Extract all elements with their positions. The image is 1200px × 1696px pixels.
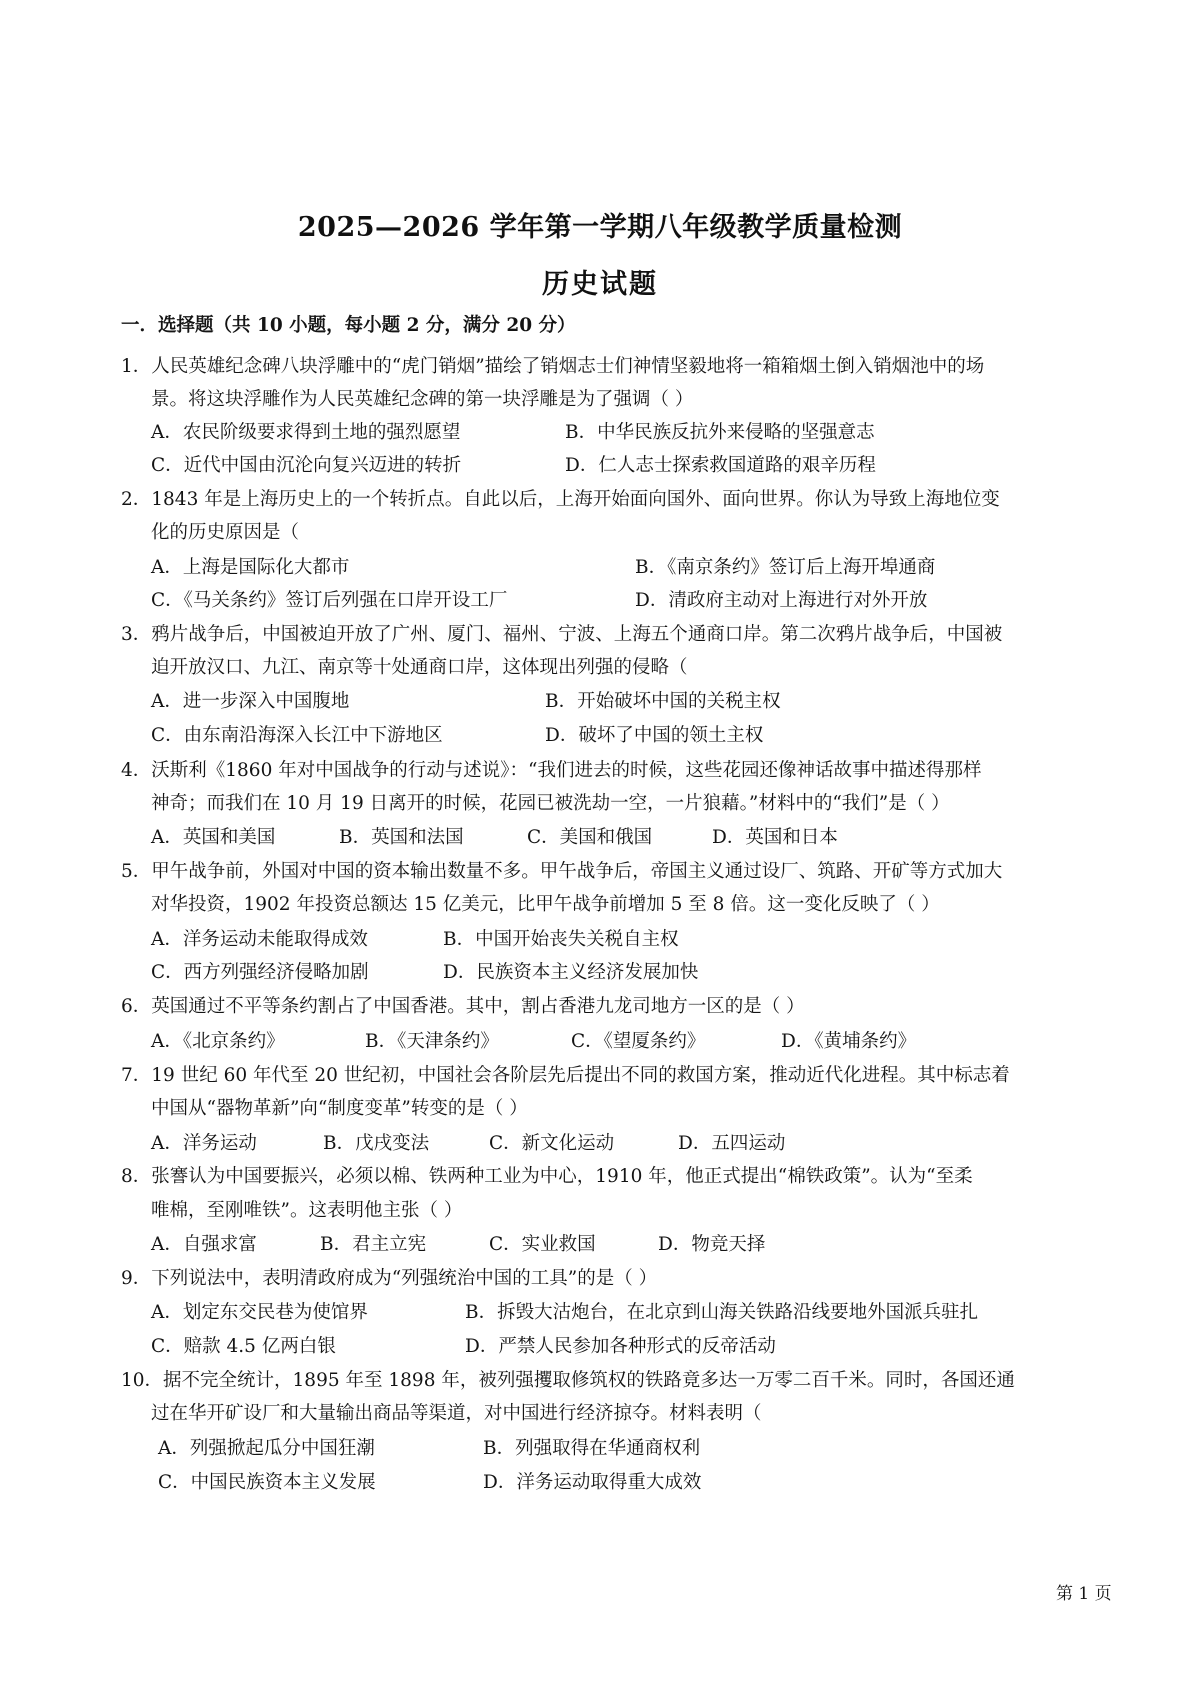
question-line: 化的历史原因是（ xyxy=(151,522,300,543)
option-b: B．中国开始丧失关税自主权 xyxy=(443,929,679,950)
option-c: C．西方列强经济侵略加剧 xyxy=(151,962,369,983)
option-c: C．美国和俄国 xyxy=(527,827,653,848)
option-b: B．开始破坏中国的关税主权 xyxy=(545,691,781,712)
option-b: B．英国和法国 xyxy=(339,827,464,848)
option-c: C．中国民族资本主义发展 xyxy=(158,1472,376,1493)
option-a: A．自强求富 xyxy=(151,1234,257,1255)
question-line: 1．人民英雄纪念碑八块浮雕中的“虎门销烟”描绘了销烟志士们神情坚毅地将一箱箱烟土倒入销烟池中的场 xyxy=(121,356,985,377)
question-line: 迫开放汉口、九江、南京等十处通商口岸，这体现出列强的侵略（ xyxy=(151,657,688,678)
option-c: C．新文化运动 xyxy=(489,1133,615,1154)
option-c: C．由东南沿海深入长江中下游地区 xyxy=(151,725,443,746)
option-b: B．中华民族反抗外来侵略的坚强意志 xyxy=(565,422,875,443)
option-d: D．破坏了中国的领土主权 xyxy=(545,725,764,746)
question-line: 神奇；而我们在 10 月 19 日离开的时候，花园已被洗劫一空，一片狼藉。”材料中的“我们”是（ ） xyxy=(151,793,950,814)
option-c: C．《马关条约》签订后列强在口岸开设工厂 xyxy=(151,590,508,611)
option-b: B．列强取得在华通商权利 xyxy=(483,1438,701,1459)
option-d: D．清政府主动对上海进行对外开放 xyxy=(635,590,928,611)
question-line: 3．鸦片战争后，中国被迫开放了广州、厦门、福州、宁波、上海五个通商口岸。第二次鸦片战争后，中国被 xyxy=(121,624,1003,645)
exam-subtitle: 历史试题 xyxy=(542,269,658,300)
option-b: B．戊戌变法 xyxy=(323,1133,430,1154)
option-a: A．划定东交民巷为使馆界 xyxy=(151,1302,368,1323)
question-line: 2．1843 年是上海历史上的一个转折点。自此以后，上海开始面向国外、面向世界。你认为导致上海地位变 xyxy=(121,489,1000,510)
option-d: D．物竞天择 xyxy=(658,1234,766,1255)
option-b: B．《天津条约》 xyxy=(365,1031,499,1052)
option-d: D．洋务运动取得重大成效 xyxy=(483,1472,702,1493)
option-c: C．近代中国由沉沦向复兴迈进的转折 xyxy=(151,455,462,476)
option-a: A．洋务运动未能取得成效 xyxy=(151,929,368,950)
question-line: 8．张謇认为中国要振兴，必须以棉、铁两种工业为中心，1910 年，他正式提出“棉铁政策”。认为“至柔 xyxy=(121,1166,973,1187)
option-d: D．严禁人民参加各种形式的反帝活动 xyxy=(465,1336,776,1357)
question-line: 7．19 世纪 60 年代至 20 世纪初，中国社会各阶层先后提出不同的救国方案，推动近代化进程。其中标志着 xyxy=(121,1065,1010,1086)
question-line: 中国从“器物革新”向“制度变革”转变的是（ ） xyxy=(151,1098,528,1119)
option-b: B．《南京条约》签订后上海开埠通商 xyxy=(635,557,936,578)
question-line: 对华投资，1902 年投资总额达 15 亿美元，比甲午战争前增加 5 至 8 倍。这一变化反映了（ ） xyxy=(151,894,940,915)
question-line: 4．沃斯利《1860 年对中国战争的行动与述说》：“我们进去的时候，这些花园还像神话故事中描述得那样 xyxy=(121,760,982,781)
option-b: B．拆毁大沽炮台，在北京到山海关铁路沿线要地外国派兵驻扎 xyxy=(465,1302,979,1323)
option-a: A．《北京条约》 xyxy=(151,1031,285,1052)
option-d: D．英国和日本 xyxy=(712,827,838,848)
question-line: 唯棉，至刚唯铁”。这表明他主张（ ） xyxy=(151,1200,463,1221)
question-line: 5．甲午战争前，外国对中国的资本输出数量不多。甲午战争后，帝国主义通过设厂、筑路、开矿等方式加大 xyxy=(121,861,1003,882)
option-d: D．民族资本主义经济发展加快 xyxy=(443,962,699,983)
question-line: 10．据不完全统计，1895 年至 1898 年，被列强攫取修筑权的铁路竟多达一万零二百千米。同时，各国还通 xyxy=(121,1370,1015,1391)
exam-title: 2025—2026 学年第一学期八年级教学质量检测 xyxy=(297,212,903,243)
section-heading: 一．选择题（共 10 小题，每小题 2 分，满分 20 分） xyxy=(121,315,576,336)
option-c: C．赔款 4.5 亿两白银 xyxy=(151,1336,336,1357)
option-a: A．上海是国际化大都市 xyxy=(151,557,350,578)
option-a: A．进一步深入中国腹地 xyxy=(151,691,350,712)
question-line: 过在华开矿设厂和大量输出商品等渠道，对中国进行经济掠夺。材料表明（ xyxy=(151,1403,762,1424)
question-line: 9．下列说法中，表明清政府成为“列强统治中国的工具”的是（ ） xyxy=(121,1268,658,1289)
question-line: 6．英国通过不平等条约割占了中国香港。其中，割占香港九龙司地方一区的是（ ） xyxy=(121,996,805,1017)
option-a: A．洋务运动 xyxy=(151,1133,257,1154)
option-d: D．五四运动 xyxy=(678,1133,786,1154)
option-c: C．《望厦条约》 xyxy=(571,1031,706,1052)
option-a: A．农民阶级要求得到土地的强烈愿望 xyxy=(151,422,461,443)
page-number: 第 1 页 xyxy=(1056,1584,1112,1604)
option-d: D．《黄埔条约》 xyxy=(781,1031,917,1052)
option-a: A．列强掀起瓜分中国狂潮 xyxy=(158,1438,375,1459)
option-a: A．英国和美国 xyxy=(151,827,276,848)
option-b: B．君主立宪 xyxy=(320,1234,427,1255)
option-c: C．实业救国 xyxy=(489,1234,596,1255)
question-line: 景。将这块浮雕作为人民英雄纪念碑的第一块浮雕是为了强调（ ） xyxy=(151,389,694,410)
option-d: D．仁人志士探索救国道路的艰辛历程 xyxy=(565,455,876,476)
